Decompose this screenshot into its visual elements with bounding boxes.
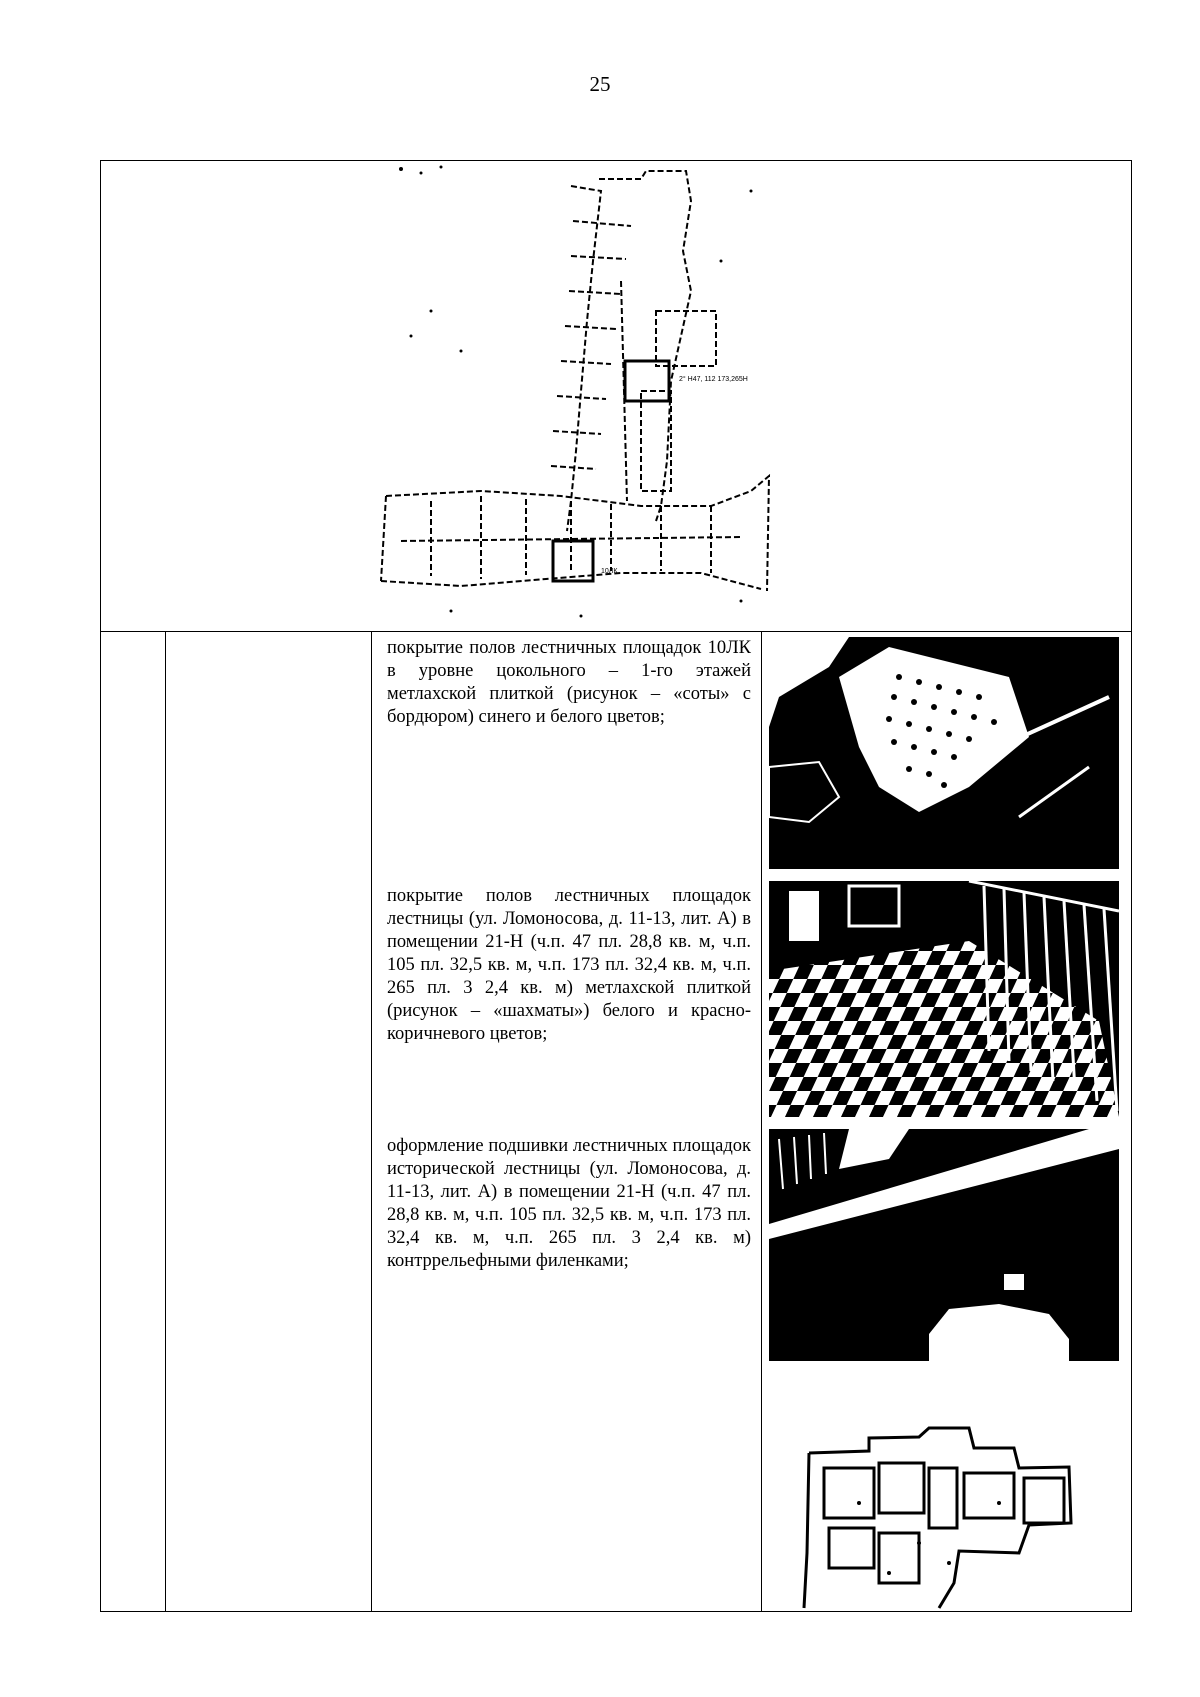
column-divider-1 — [165, 632, 166, 1611]
floor-plan-icon — [769, 1423, 1119, 1611]
ceiling-panel-photo — [769, 1129, 1119, 1361]
top-floor-plan-cell — [101, 161, 1131, 632]
column-divider-3 — [761, 632, 762, 1611]
checkerboard-floor-photo — [769, 881, 1119, 1117]
item-text-1: покрытие полов лестничных площадок 10ЛК в уровне цокольного – 1-го этажей метлахской плиткой (рисунок – «соты» с бордюром) синего и белого цветов; — [387, 638, 751, 727]
document-table — [100, 160, 1132, 1612]
page-number: 25 — [589, 72, 611, 96]
item-text-3: оформление подшивки лестничных площадок исторической лестницы (ул. Ломоносова, д. 11-13, лит. А) в помещении 21-Н (ч.п. 47 пл. 28,8 кв. м, ч.п. 105 пл. 32,5 кв. м, ч.п. 173 пл. 32,4 кв. м, ч.п. 265 пл. 3 2,4 кв. м) контррельефными филенками; — [387, 1136, 751, 1271]
small-label: 10ЛК — [601, 568, 618, 575]
hexagon-tile-floor-photo — [769, 637, 1119, 869]
floor-plan-icon — [101, 161, 1131, 631]
item-text-2: покрытие полов лестничных площадок лестницы (ул. Ломоносова, д. 11-13, лит. А) в помещении 21-Н (ч.п. 47 пл. 28,8 кв. м, ч.п. 105 пл. 32,5 кв. м, ч.п. 173 пл. 32,4 кв. м, ч.п. 265 пл. 3 2,4 кв. м) метлахской плиткой (рисунок – «шахматы») белого и красно-коричневого цветов; — [387, 886, 751, 1044]
area-label: 2° Н47, 112 173,265Н — [679, 376, 748, 383]
column-divider-2 — [371, 632, 372, 1611]
